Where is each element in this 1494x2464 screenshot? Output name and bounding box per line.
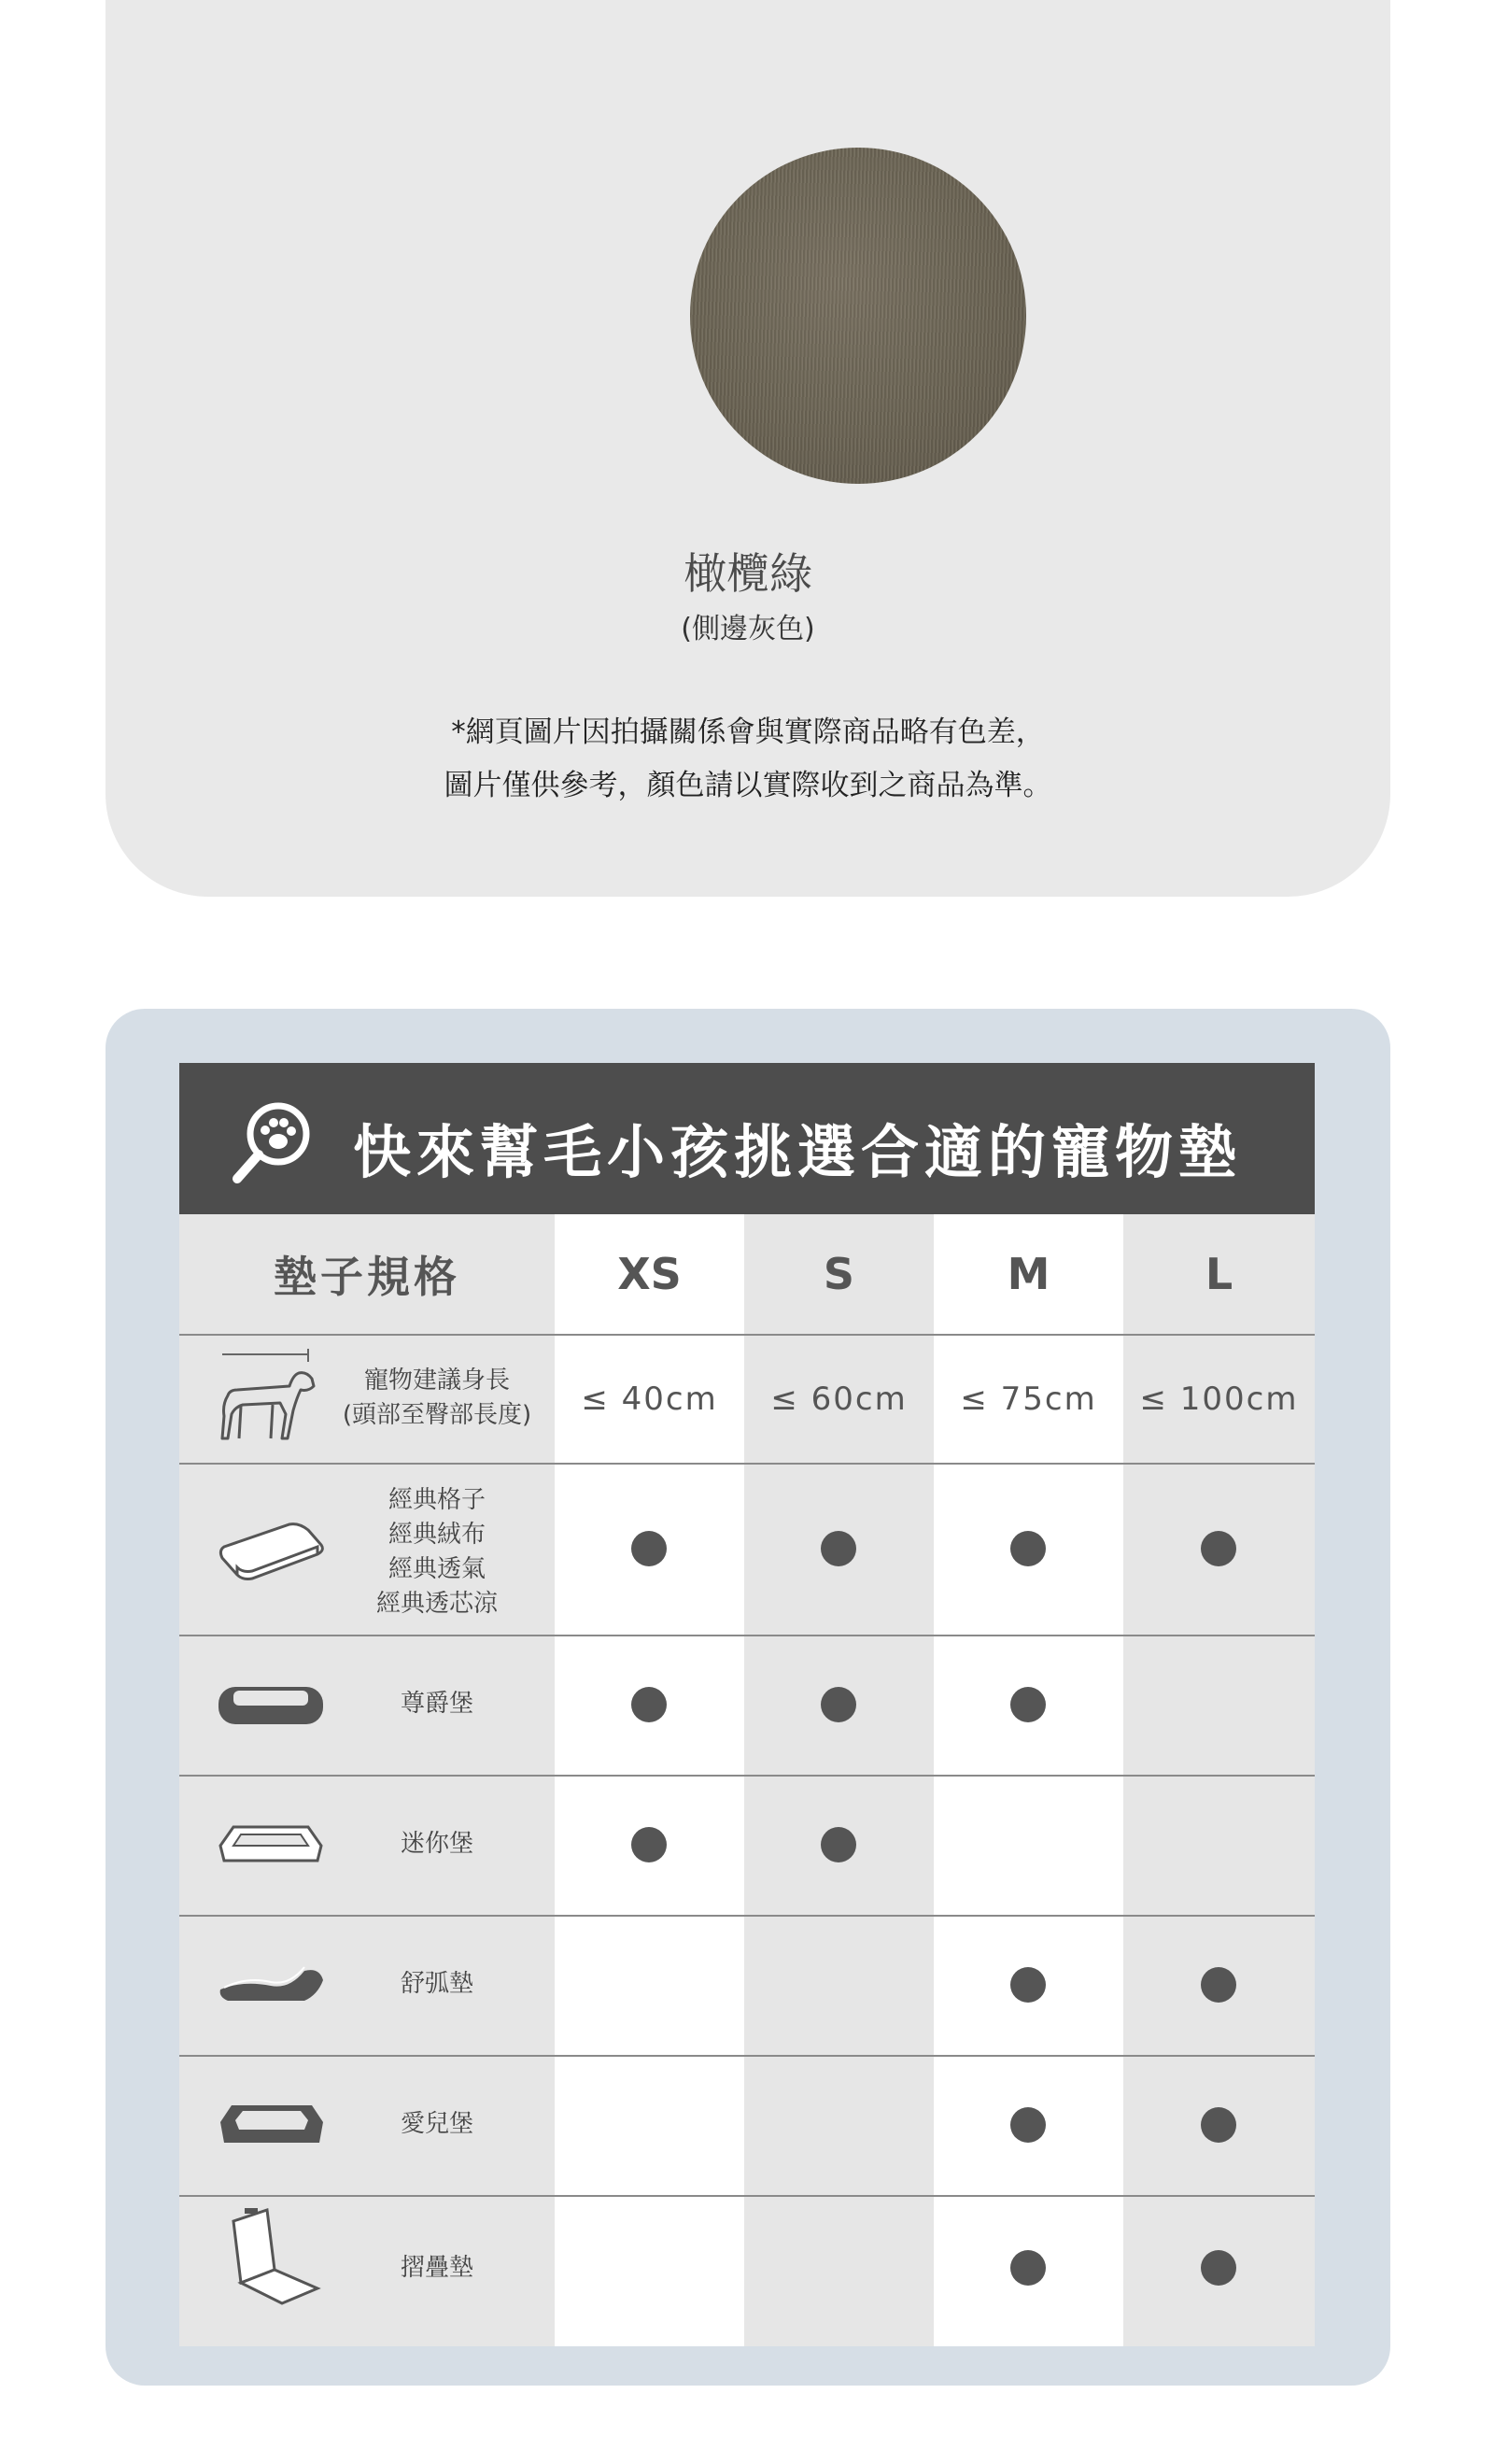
availability-dot <box>631 1827 667 1862</box>
body-length-label <box>319 1364 555 1433</box>
sofa-bed-icon <box>215 2098 327 2154</box>
size-header-l: L <box>1205 1249 1233 1299</box>
product-label-classic <box>319 1483 555 1621</box>
spec-header-label: 墊子規格 <box>274 1252 460 1302</box>
row-divider <box>179 1635 1315 1636</box>
availability-dot <box>1201 1967 1236 2003</box>
availability-dot <box>1010 1967 1046 2003</box>
availability-dot <box>1201 2250 1236 2286</box>
paw-magnifier-icon <box>228 1097 317 1186</box>
length-l: ≤ 100cm <box>1139 1381 1299 1418</box>
row-divider <box>179 1915 1315 1917</box>
row-divider <box>179 2055 1315 2057</box>
availability-dot <box>1010 2107 1046 2143</box>
curved-mat-icon <box>215 1958 327 2014</box>
row-divider <box>179 1334 1315 1336</box>
availability-dot <box>1010 2250 1046 2286</box>
size-chart-table <box>179 1063 1315 2346</box>
availability-dot <box>1010 1687 1046 1722</box>
availability-dot <box>821 1531 856 1566</box>
availability-dot <box>1201 1531 1236 1566</box>
availability-dot <box>1201 2107 1236 2143</box>
color-side-note: (側邊灰色) <box>681 613 815 645</box>
product-label-classic-line: 經典透氣 <box>388 1555 486 1583</box>
length-xs: ≤ 40cm <box>581 1381 718 1418</box>
color-disclaimer-line2: 圖片僅供參考，顏色請以實際收到之商品為準。 <box>444 769 1052 802</box>
product-label-folding: 摺疊墊 <box>400 2254 473 2282</box>
availability-dot <box>1010 1531 1046 1566</box>
color-name: 橄欖綠 <box>684 548 812 599</box>
size-header-m: M <box>1007 1249 1050 1299</box>
bolster-bed-icon <box>215 1679 327 1732</box>
size-chart-banner <box>179 1063 1315 1214</box>
dog-length-icon <box>215 1349 317 1450</box>
product-label-mini: 迷你堡 <box>400 1830 473 1858</box>
product-label-classic-line: 經典絨布 <box>388 1521 486 1549</box>
color-swatch-card <box>106 0 1390 897</box>
row-divider <box>179 2195 1315 2197</box>
availability-dot <box>631 1687 667 1722</box>
availability-dot <box>821 1827 856 1862</box>
length-s: ≤ 60cm <box>770 1381 908 1418</box>
size-header-xs: XS <box>617 1249 682 1299</box>
body-length-label-line1: 寵物建議身長 <box>363 1367 510 1395</box>
color-disclaimer-line1: *網頁圖片因拍攝關係會與實際商品略有色差， <box>451 715 1045 749</box>
product-label-zunjue: 尊爵堡 <box>400 1690 473 1718</box>
size-header-s: S <box>823 1249 855 1299</box>
size-chart-title: 快來幫毛小孩挑選合適的寵物墊 <box>353 1118 1243 1186</box>
length-m: ≤ 75cm <box>960 1381 1097 1418</box>
product-label-curve: 舒弧墊 <box>400 1970 473 1998</box>
product-label-classic-line: 經典透芯涼 <box>375 1590 498 1618</box>
product-label-aier: 愛兒堡 <box>400 2110 473 2138</box>
availability-dot <box>631 1531 667 1566</box>
product-label-classic-line: 經典格子 <box>388 1486 486 1514</box>
availability-dot <box>821 1687 856 1722</box>
flat-mat-icon <box>215 1519 327 1584</box>
row-divider <box>179 1463 1315 1465</box>
row-divider <box>179 1775 1315 1777</box>
fabric-color-swatch <box>690 148 1026 484</box>
mini-bed-icon <box>215 1818 327 1874</box>
folding-mat-icon <box>215 2204 327 2307</box>
body-length-label-line2: (頭部至臀部長度) <box>342 1401 532 1429</box>
